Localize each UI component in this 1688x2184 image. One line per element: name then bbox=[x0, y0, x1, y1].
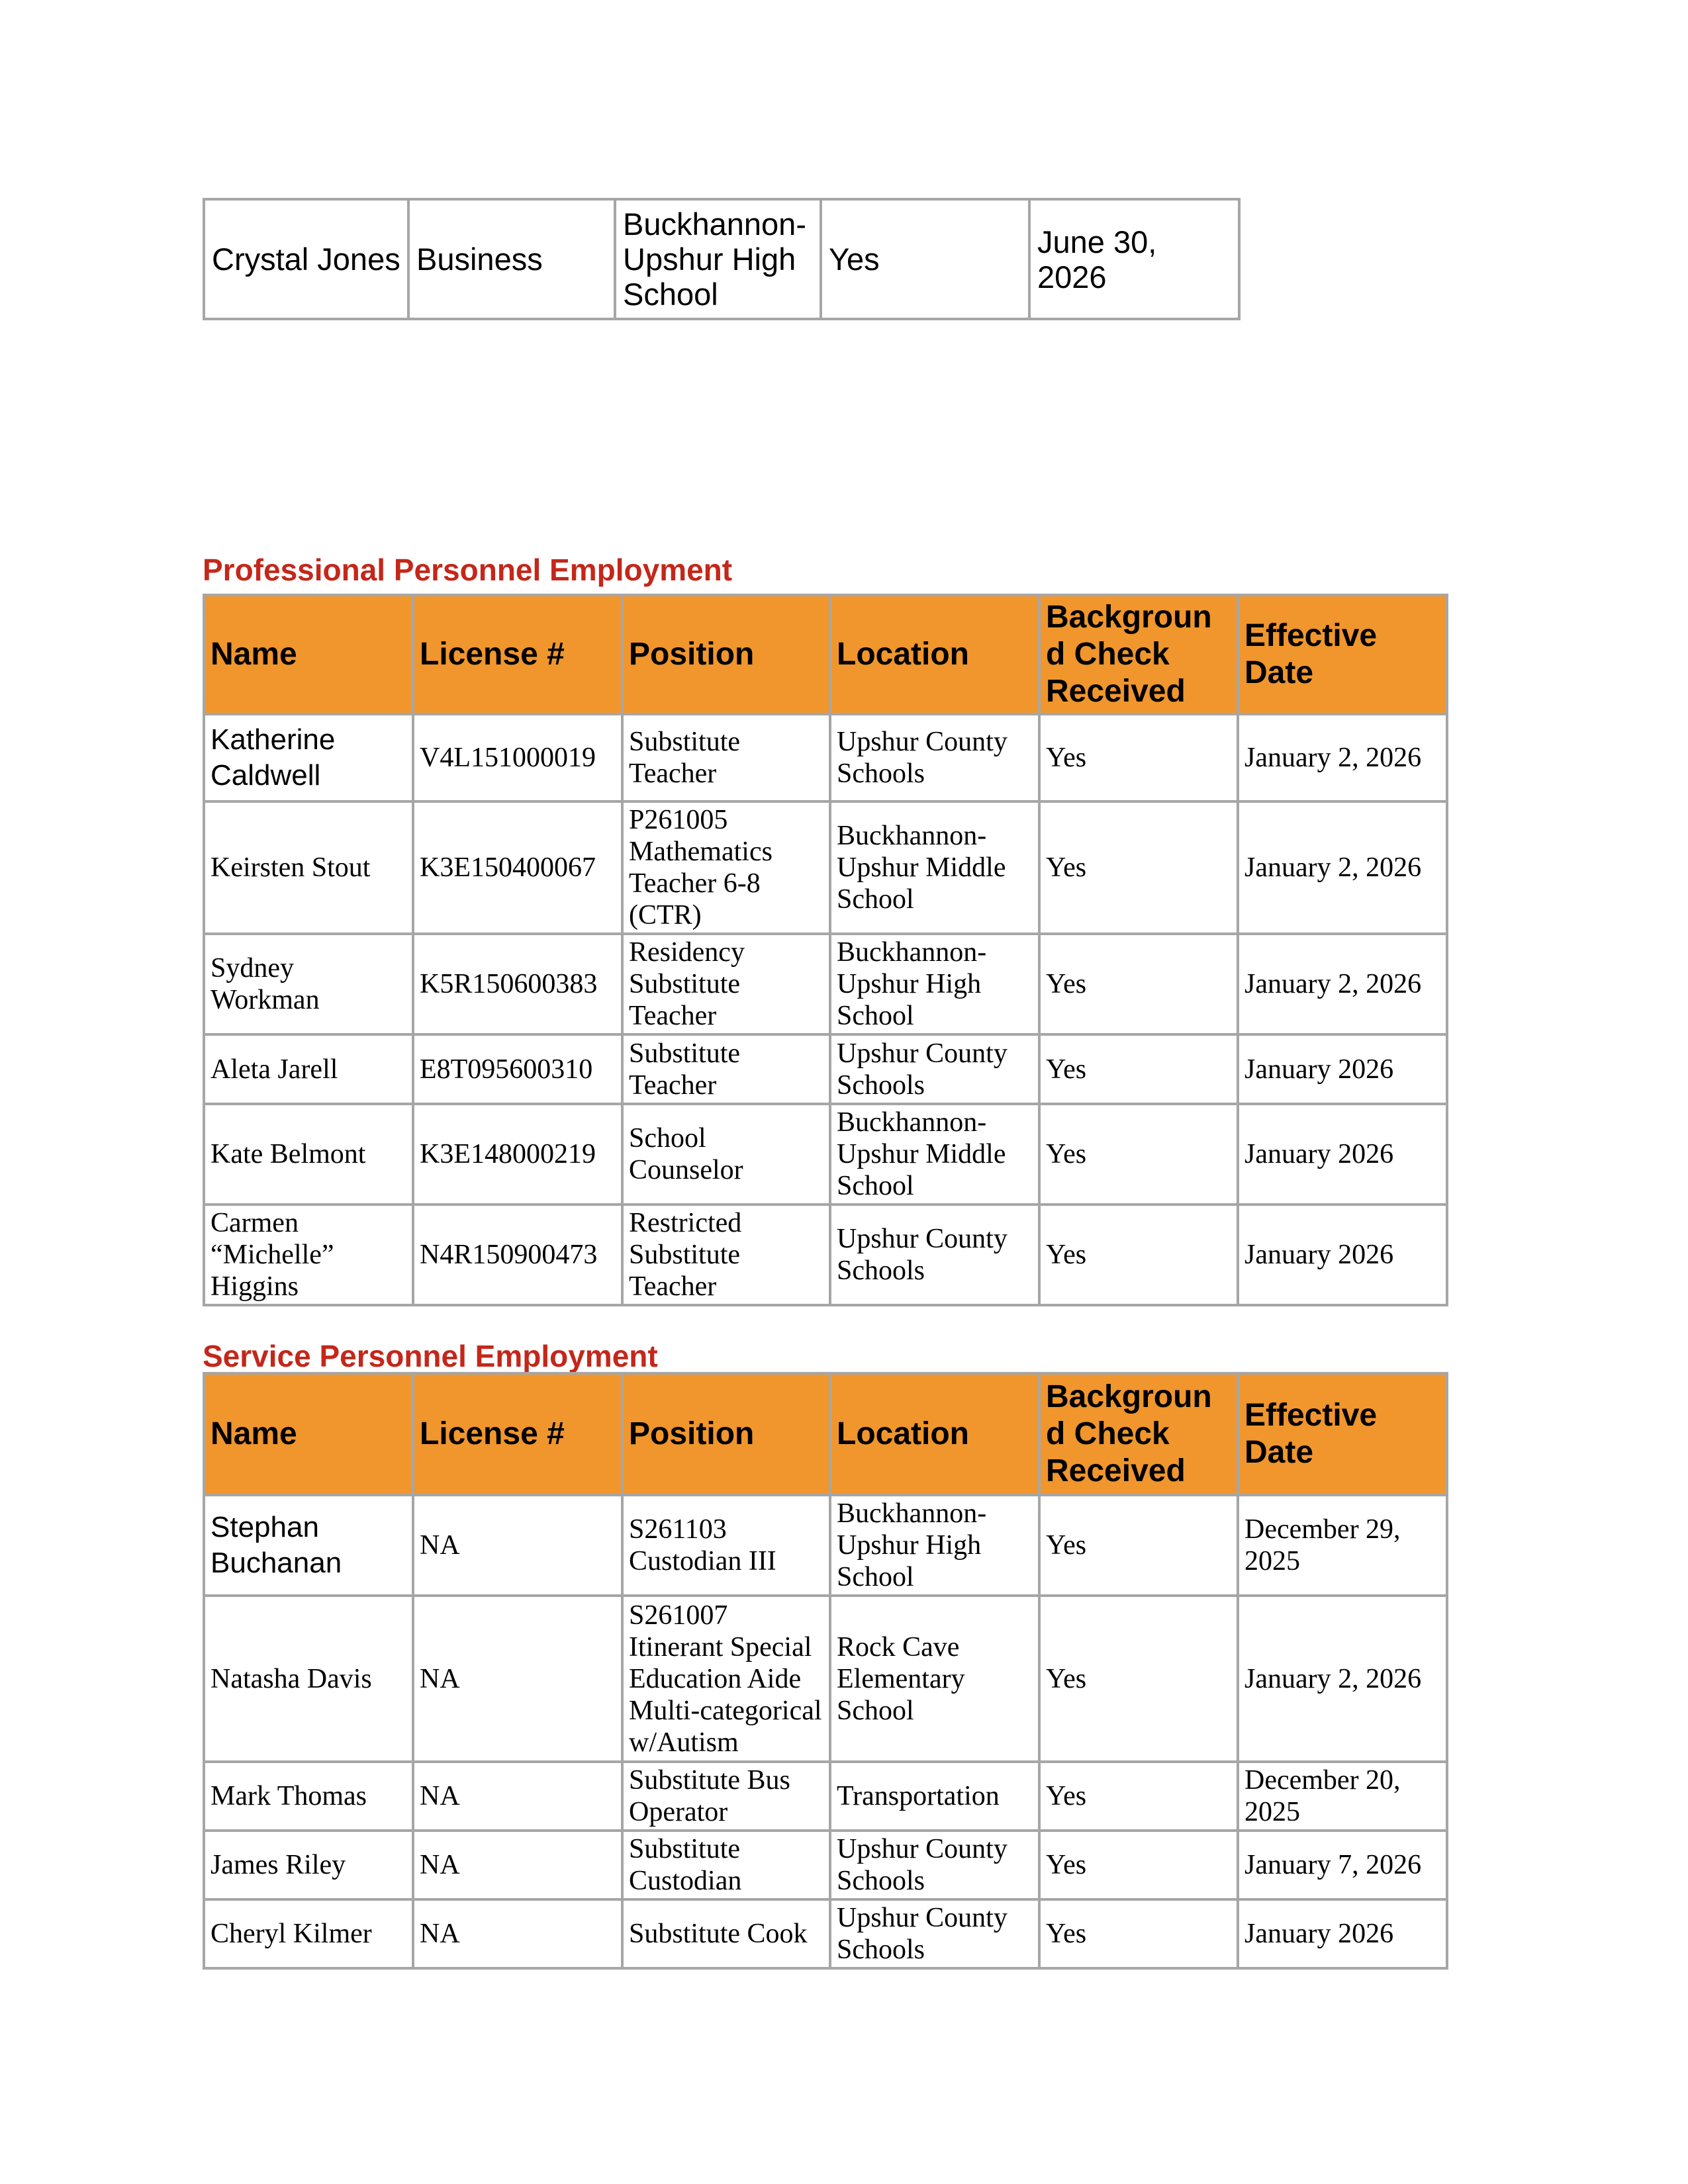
cell-location: Upshur County Schools bbox=[830, 1205, 1039, 1305]
section-heading-professional: Professional Personnel Employment bbox=[203, 553, 733, 587]
cell-background-check: Yes bbox=[1039, 1899, 1238, 1968]
cell-position: School Counselor bbox=[622, 1104, 830, 1205]
section-heading-service: Service Personnel Employment bbox=[203, 1339, 658, 1373]
table-cell-background-check: Yes bbox=[821, 199, 1029, 319]
cell-location: Buckhannon-Upshur Middle School bbox=[830, 801, 1039, 934]
cell-license: E8T095600310 bbox=[413, 1034, 622, 1104]
cell-background-check: Yes bbox=[1039, 1104, 1238, 1205]
cell-location: Upshur County Schools bbox=[830, 1899, 1039, 1968]
cell-name: Carmen “Michelle” Higgins bbox=[204, 1205, 413, 1305]
cell-effective-date: December 29, 2025 bbox=[1238, 1495, 1447, 1596]
column-header-effective-date: Effective Date bbox=[1238, 1373, 1447, 1495]
cell-location: Transportation bbox=[830, 1762, 1039, 1831]
cell-background-check: Yes bbox=[1039, 934, 1238, 1034]
cell-license: N4R150900473 bbox=[413, 1205, 622, 1305]
table-row bbox=[204, 714, 1447, 801]
cell-effective-date: January 2026 bbox=[1238, 1034, 1447, 1104]
cell-name: Cheryl Kilmer bbox=[204, 1899, 413, 1968]
column-header-license: License # bbox=[413, 1373, 622, 1495]
cell-position: Substitute Bus Operator bbox=[622, 1762, 830, 1831]
cell-effective-date: January 2, 2026 bbox=[1238, 714, 1447, 801]
table-row bbox=[204, 1034, 1447, 1104]
table-row bbox=[204, 1899, 1447, 1968]
cell-background-check: Yes bbox=[1039, 801, 1238, 934]
service-employment-table bbox=[203, 1372, 1448, 1970]
cell-name: Sydney Workman bbox=[204, 934, 413, 1034]
cell-position: S261007 Itinerant Special Education Aide Multi-categorical w/Autism bbox=[622, 1596, 830, 1762]
table-row bbox=[204, 1495, 1447, 1596]
column-header-effective-date: Effective Date bbox=[1238, 595, 1447, 714]
cell-license: V4L151000019 bbox=[413, 714, 622, 801]
cell-location: Upshur County Schools bbox=[830, 1034, 1039, 1104]
cell-name: James Riley bbox=[204, 1831, 413, 1899]
cell-license: NA bbox=[413, 1596, 622, 1762]
cell-license: NA bbox=[413, 1831, 622, 1899]
professional-employment-table bbox=[203, 594, 1448, 1306]
cell-location: Buckhannon-Upshur Middle School bbox=[830, 1104, 1039, 1205]
cell-name: Katherine Caldwell bbox=[204, 714, 413, 801]
cell-location: Rock Cave Elementary School bbox=[830, 1596, 1039, 1762]
cell-effective-date: January 2026 bbox=[1238, 1104, 1447, 1205]
cell-license: K3E150400067 bbox=[413, 801, 622, 934]
cell-license: NA bbox=[413, 1762, 622, 1831]
cell-name: Mark Thomas bbox=[204, 1762, 413, 1831]
continued-table bbox=[203, 198, 1241, 320]
cell-position: Residency Substitute Teacher bbox=[622, 934, 830, 1034]
cell-effective-date: January 2, 2026 bbox=[1238, 934, 1447, 1034]
table-cell-date: June 30, 2026 bbox=[1029, 199, 1239, 319]
cell-background-check: Yes bbox=[1039, 1205, 1238, 1305]
cell-position: Substitute Teacher bbox=[622, 1034, 830, 1104]
table-cell-location: Buckhannon-Upshur High School bbox=[615, 199, 821, 319]
cell-location: Buckhannon-Upshur High School bbox=[830, 1495, 1039, 1596]
cell-effective-date: January 7, 2026 bbox=[1238, 1831, 1447, 1899]
cell-license: K3E148000219 bbox=[413, 1104, 622, 1205]
table-cell-subject: Business bbox=[408, 199, 615, 319]
column-header-location: Location bbox=[830, 595, 1039, 714]
cell-effective-date: January 2, 2026 bbox=[1238, 1596, 1447, 1762]
cell-name: Stephan Buchanan bbox=[204, 1495, 413, 1596]
column-header-background-check: Background Check Received bbox=[1039, 1373, 1238, 1495]
cell-location: Upshur County Schools bbox=[830, 714, 1039, 801]
cell-name: Keirsten Stout bbox=[204, 801, 413, 934]
cell-position: S261103 Custodian III bbox=[622, 1495, 830, 1596]
cell-position: Substitute Teacher bbox=[622, 714, 830, 801]
column-header-license: License # bbox=[413, 595, 622, 714]
cell-position: Restricted Substitute Teacher bbox=[622, 1205, 830, 1305]
cell-effective-date: January 2026 bbox=[1238, 1205, 1447, 1305]
cell-background-check: Yes bbox=[1039, 1762, 1238, 1831]
table-row bbox=[204, 199, 1239, 319]
column-header-position: Position bbox=[622, 595, 830, 714]
table-row bbox=[204, 934, 1447, 1034]
column-header-position: Position bbox=[622, 1373, 830, 1495]
cell-location: Buckhannon-Upshur High School bbox=[830, 934, 1039, 1034]
header-row bbox=[204, 1373, 1447, 1495]
cell-background-check: Yes bbox=[1039, 1034, 1238, 1104]
cell-effective-date: January 2, 2026 bbox=[1238, 801, 1447, 934]
cell-location: Upshur County Schools bbox=[830, 1831, 1039, 1899]
table-row bbox=[204, 801, 1447, 934]
table-row bbox=[204, 1831, 1447, 1899]
table-row bbox=[204, 1104, 1447, 1205]
cell-position: P261005 Mathematics Teacher 6-8 (CTR) bbox=[622, 801, 830, 934]
column-header-location: Location bbox=[830, 1373, 1039, 1495]
cell-name: Aleta Jarell bbox=[204, 1034, 413, 1104]
cell-effective-date: December 20, 2025 bbox=[1238, 1762, 1447, 1831]
cell-background-check: Yes bbox=[1039, 714, 1238, 801]
cell-effective-date: January 2026 bbox=[1238, 1899, 1447, 1968]
cell-background-check: Yes bbox=[1039, 1831, 1238, 1899]
cell-name: Natasha Davis bbox=[204, 1596, 413, 1762]
header-row bbox=[204, 595, 1447, 714]
table-row bbox=[204, 1762, 1447, 1831]
cell-position: Substitute Custodian bbox=[622, 1831, 830, 1899]
cell-license: K5R150600383 bbox=[413, 934, 622, 1034]
cell-background-check: Yes bbox=[1039, 1596, 1238, 1762]
table-row bbox=[204, 1205, 1447, 1305]
cell-name: Kate Belmont bbox=[204, 1104, 413, 1205]
column-header-background-check: Background Check Received bbox=[1039, 595, 1238, 714]
cell-position: Substitute Cook bbox=[622, 1899, 830, 1968]
column-header-name: Name bbox=[204, 1373, 413, 1495]
column-header-name: Name bbox=[204, 595, 413, 714]
table-row bbox=[204, 1596, 1447, 1762]
cell-license: NA bbox=[413, 1495, 622, 1596]
cell-background-check: Yes bbox=[1039, 1495, 1238, 1596]
cell-license: NA bbox=[413, 1899, 622, 1968]
table-cell-name: Crystal Jones bbox=[204, 199, 408, 319]
